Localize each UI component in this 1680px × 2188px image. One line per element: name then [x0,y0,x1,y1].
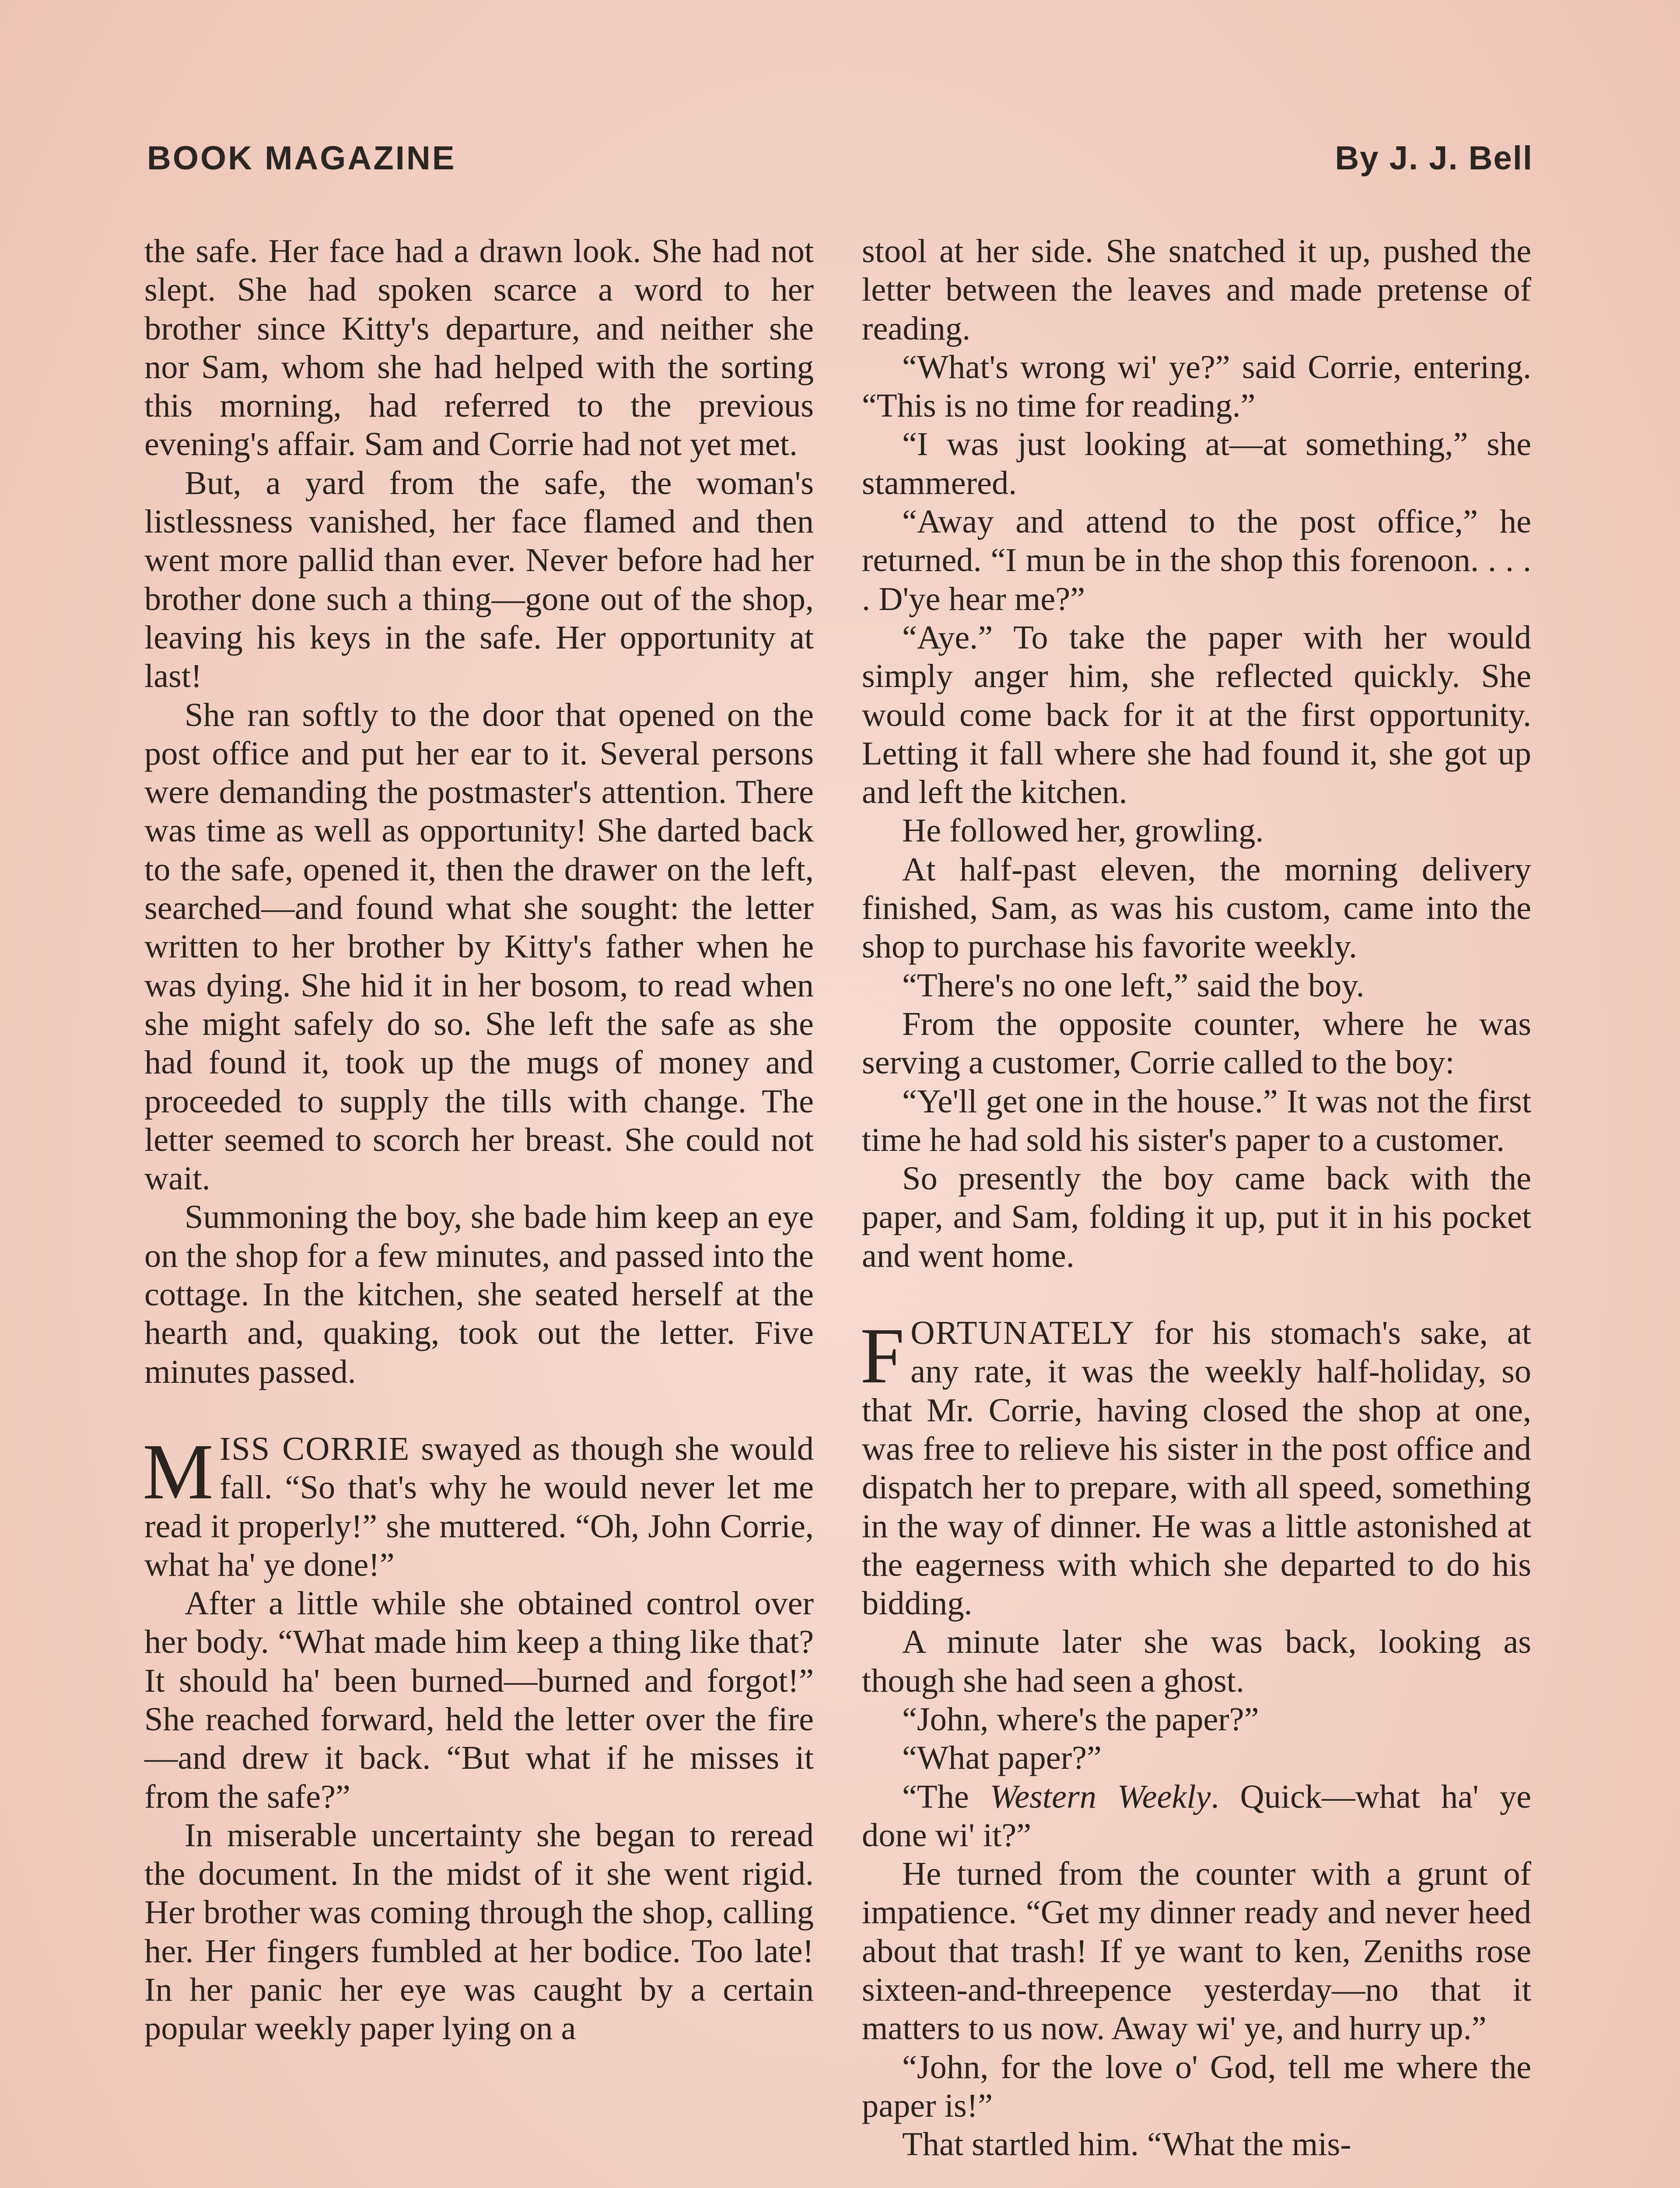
italic-title: Western Weekly [990,1778,1211,1815]
paragraph: He turned from the counter with a grunt of impatience. “Get my dinner ready and never heed about that trash! If ye want to ken, Zeniths rose sixteen-and-threepence yesterday—no that it matters to us now. Away wi' ye, and hurry up.” [862,1855,1531,2047]
paragraph: He followed her, growling. [902,812,1264,849]
paragraph: She ran softly to the door that opened on the post office and put her ear to it. Several persons were demanding the postmaster's attention. There was time as well as opportunity! She darted back to the safe, opened it, then the drawer on the left, searched—and found what she sought: the letter written to her brother by Kitty's father when he was dying. She hid it in her bosom, to read when she might safely do so. She left the safe as she had found it, took up the mugs of money and proceeded to supply the tills with change. The letter seemed to scorch her breast. She could not wait. [144,696,814,1197]
running-header [147,139,1533,187]
paragraph-text: “The [902,1778,990,1815]
author-byline: By J. J. Bell [1335,140,1533,177]
section-opening-paragraph [862,1314,1531,1623]
paragraph: Summoning the boy, she bade him keep an eye on the shop for a few minutes, and passed into the cottage. In the kitchen, she seated herself at the hearth and, quaking, took out the letter. Five minutes passed. [144,1198,814,1390]
magazine-title: BOOK MAGAZINE [147,140,456,177]
paragraph-text: . Quick—what ha' ye done wi' it?” [862,1778,1531,1854]
paragraph: “Away and attend to the post office,” he returned. “I mun be in the shop this forenoon. . . . . D'ye hear me?” [862,503,1531,617]
paragraph: That startled him. “What the mis- [902,2125,1351,2163]
paragraph: “John, where's the paper?” [902,1700,1259,1738]
drop-cap: M [143,1427,214,1516]
paragraph: So presently the boy came back with the paper, and Sam, folding it up, put it in his pocket and went home. [862,1160,1531,1274]
paragraph: A minute later she was back, looking as though she had seen a ghost. [862,1623,1531,1699]
paragraph-text: swayed as though she would fall. “So that's why he would never let me read it properly!” she muttered. “Oh, John Corrie, what ha' ye done!” [144,1430,814,1583]
paragraph: “Ye'll get one in the house.” It was not the first time he had sold his sister's paper to a customer. [862,1082,1531,1158]
paragraph: “John, for the love o' God, tell me where the paper is!” [862,2048,1531,2124]
paragraph-text: for his stomach's sake, at any rate, it was the weekly half-holiday, so that Mr. Corrie, having closed the shop at one, was free to relieve his sister in the post office and dispatch her to prepare, with all speed, something in the way of dinner. He was a little astonished at the eagerness with which she departed to do his bidding. [862,1314,1531,1622]
small-caps-lead: ORTUNATELY [910,1314,1135,1352]
paragraph: “There's no one left,” said the boy. [902,966,1365,1004]
paragraph: After a little while she obtained control over her body. “What made him keep a thing like that? It should ha' been burned—burned and forgot!” She reached forward, held the letter over the fire—and drew it back. “But what if he misses it from the safe?” [144,1585,814,1815]
paragraph: “What's wrong wi' ye?” said Corrie, entering. “This is no time for reading.” [862,348,1531,424]
paragraph: “I was just looking at—at something,” she stammered. [862,425,1531,501]
section-opening-paragraph [143,1427,814,1584]
paragraph: In miserable uncertainty she began to reread the document. In the midst of it she went rigid. Her brother was coming through the shop, calling her. Her fingers fumbled at her bodice. Too late! In her panic her eye was caught by a certain popular weekly paper lying on a [144,1816,814,2047]
paragraph: “What paper?” [902,1739,1102,1777]
right-column [862,232,1531,2164]
drop-cap: F [860,1312,905,1400]
paragraph: At half-past eleven, the morning delivery finished, Sam, as was his custom, came into the shop to purchase his favorite weekly. [862,850,1531,965]
paragraph: the safe. Her face had a drawn look. She had not slept. She had spoken scarce a word to her brother since Kitty's departure, and neither she nor Sam, whom she had helped with the sorting this morning, had referred to the previous evening's affair. Sam and Corrie had not yet met. [144,232,814,463]
paragraph: From the opposite counter, where he was serving a customer, Corrie called to the boy: [862,1005,1531,1081]
paragraph: “Aye.” To take the paper with her would simply anger him, she reflected quickly. She would come back for it at the first opportunity. Letting it fall where she had found it, she got up and left the kitchen. [862,618,1531,811]
small-caps-lead: ISS CORRIE [219,1430,410,1467]
paragraph: But, a yard from the safe, the woman's listlessness vanished, her face flamed and then went more pallid than ever. Never before had her brother done such a thing—gone out of the shop, leaving his keys in the safe. Her opportunity at last! [144,464,814,695]
paragraph [862,1778,1531,1855]
left-column [144,232,814,2048]
paragraph: stool at her side. She snatched it up, pushed the letter between the leaves and made pretense of reading. [862,232,1531,347]
